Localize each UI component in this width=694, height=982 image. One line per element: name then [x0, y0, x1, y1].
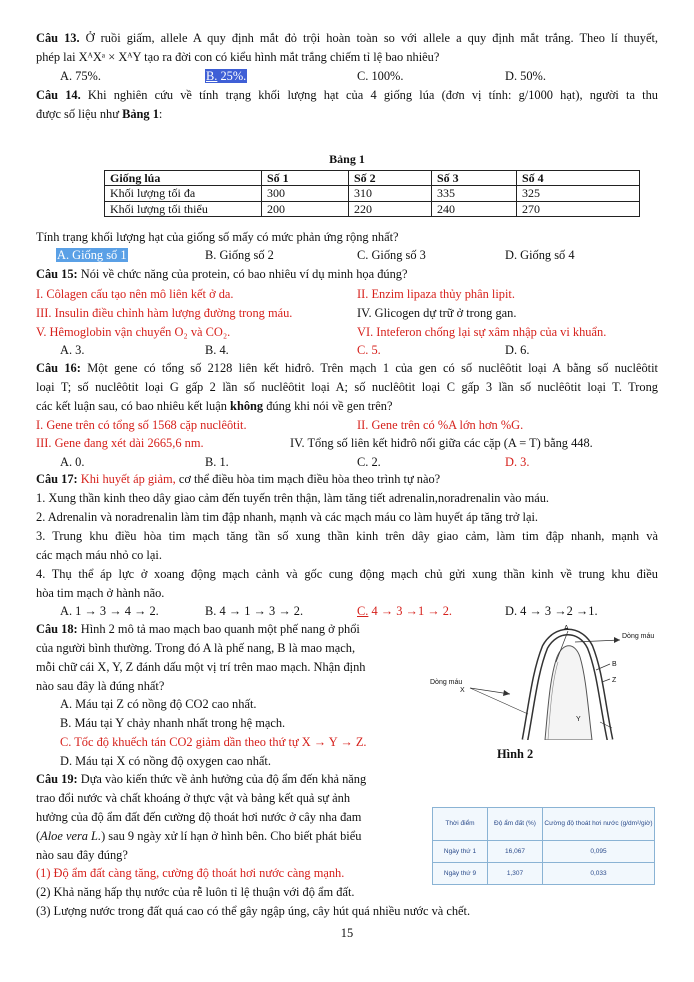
- q14-table-ref: Bảng 1: [122, 107, 159, 121]
- q13-b-text: 25%.: [217, 69, 247, 83]
- q19-statement-1: (1) Độ ẩm đất càng tăng, cường độ thoát hơi nước càng mạnh.: [36, 866, 345, 880]
- q13-label: Câu 13.: [36, 31, 80, 45]
- q18-line3: mỗi chữ cái X, Y, Z đánh dấu một vị trí trên mao mạch. Nhận định: [36, 660, 366, 674]
- q13-option-a[interactable]: A. 75%.: [60, 69, 101, 83]
- q19-table-header-row: [433, 808, 655, 841]
- q14-option-d[interactable]: D. Giống số 4: [505, 248, 575, 262]
- q19-r1-c2: 0,095: [543, 841, 655, 863]
- q18-option-d[interactable]: D. Máu tại X có nồng độ oxygen cao nhất.: [60, 754, 271, 768]
- q19-line2: trao đổi nước và chất khoáng ở thực vật và bảng kết quả sự ảnh: [36, 791, 351, 805]
- fig-label-b: B: [612, 661, 617, 668]
- q19-line4-paren: (: [36, 829, 41, 843]
- q18-line4: nào sau đây là đúng nhất?: [36, 679, 165, 693]
- q15-statement-4: IV. Glicogen dự trữ ở trong gan.: [357, 306, 517, 320]
- q15-option-c[interactable]: C. 5.: [357, 343, 381, 357]
- q18-option-c[interactable]: C. Tốc độ khuếch tán CO2 giảm dần theo thứ tự X → Y → Z.: [60, 735, 367, 749]
- q13-option-b[interactable]: [205, 69, 247, 84]
- q18-line2: của người bình thường. Trong đó A là phế nang, B là mao mạch,: [36, 641, 356, 655]
- q13-text: Ở ruồi giấm, allele A quy định mắt đỏ trội hoàn toàn so với allele a quy định mắt trắng. Theo lí thuyết,: [85, 31, 658, 45]
- q16-statement-2: II. Gene trên có %A lớn hơn %G.: [357, 418, 524, 432]
- q14-table-header-row: [105, 171, 640, 186]
- q18-option-b[interactable]: B. Máu tại Y chảy nhanh nhất trong hệ mạch.: [60, 716, 286, 730]
- q13-line1: [36, 31, 658, 46]
- q14-th-1: Số 1: [262, 171, 349, 186]
- q18-line1-text: Hình 2 mô tả mao mạch bao quanh một phế nang ở phổi: [77, 622, 360, 636]
- q19-line3: hưởng của độ ẩm đất đến cường độ thoát hơi nước ở cây nha đam: [36, 810, 362, 824]
- q15-statement-6: VI. Inteferon chống lại sự xâm nhập của vi khuẩn.: [357, 325, 607, 339]
- q15-option-d[interactable]: D. 6.: [505, 343, 530, 357]
- q14-option-c[interactable]: C. Giống số 3: [357, 248, 426, 262]
- q17-c-text: 4 → 3 →1 → 2.: [368, 604, 453, 618]
- q17-option-c[interactable]: [357, 604, 452, 619]
- q18-line1: [36, 622, 360, 637]
- pointer-x: [470, 688, 528, 714]
- q17-step-1: 1. Xung thần kinh theo dây giao cảm đến tuyến trên thận, làm tăng tiết adrenalin,noradrenalin vào máu.: [36, 491, 550, 505]
- q19-line1: [36, 772, 366, 787]
- q14-th-4: Số 4: [517, 171, 640, 186]
- q16-statement-4: IV. Tổng số liên kết hiđrô nối giữa các cặp (A = T) bằng 448.: [290, 436, 593, 450]
- q15-label: Câu 15:: [36, 267, 78, 281]
- q14-r1-c1: 300: [262, 186, 349, 201]
- q16-line1: [36, 361, 658, 376]
- q15-stem: [36, 267, 658, 282]
- q19-line4-text: ) sau 9 ngày xử lí hạn ở hình bên. Cho biết phát biểu: [101, 829, 362, 843]
- q14-r1-c3: 335: [432, 186, 517, 201]
- q14-r2-c2: 220: [349, 201, 432, 216]
- q19-line5: nào sau đây đúng?: [36, 848, 128, 862]
- q19-th-0: Thời điểm: [433, 808, 488, 841]
- q19-label: Câu 19:: [36, 772, 78, 786]
- table-row: [433, 841, 655, 863]
- q16-line3-pre: các kết luận sau, có bao nhiêu kết luận: [36, 399, 231, 413]
- fig-label-z: Z: [612, 677, 617, 684]
- q15-stem-text: Nói về chức năng của protein, có bao nhiêu ví dụ minh họa đúng?: [77, 267, 408, 281]
- q18-option-a[interactable]: A. Máu tại Z có nồng độ CO2 cao nhất.: [60, 697, 257, 711]
- q15-statement-3: III. Insulin điều chỉnh hàm lượng đường trong máu.: [36, 306, 293, 320]
- q17-stem-red: Khi huyết áp giảm,: [77, 472, 176, 486]
- q16-option-c[interactable]: C. 2.: [357, 455, 381, 469]
- q14-option-b[interactable]: B. Giống số 2: [205, 248, 274, 262]
- q17-option-b[interactable]: B. 4 → 1 → 3 → 2.: [205, 604, 304, 618]
- q16-line3-emphasis: không: [230, 399, 264, 413]
- q14-line2-colon: :: [158, 107, 163, 121]
- q14-text: Khi nghiên cứu về tính trạng khối lượng hạt của 4 giống lúa (đơn vị tính: g/1000 hạt), người ta thu: [87, 88, 658, 102]
- q15-statement-1: I. Côlagen cấu tạo nên mô liên kết ở da.: [36, 287, 234, 301]
- page-number: 15: [340, 926, 354, 940]
- q14-option-a[interactable]: [56, 248, 128, 263]
- q17-label: Câu 17:: [36, 472, 78, 486]
- q16-label: Câu 16:: [36, 361, 81, 375]
- q14-line2-text: được số liệu như: [36, 107, 123, 121]
- q17-option-a[interactable]: A. 1 → 3 → 4 → 2.: [60, 604, 159, 618]
- q14-line2: [36, 107, 658, 122]
- q16-statement-1: I. Gene trên có tổng số 1568 cặp nuclêôtit.: [36, 418, 247, 432]
- q14-label: Câu 14.: [36, 88, 81, 102]
- q14-question: Tính trạng khối lượng hạt của giống số mấy có mức phản ứng rộng nhất?: [36, 230, 399, 244]
- q19-statement-2: (2) Khả năng hấp thụ nước của rễ luôn tỉ lệ thuận với độ ẩm đất.: [36, 885, 355, 899]
- q13-b-letter: B.: [206, 69, 218, 83]
- q14-r2-c3: 240: [432, 201, 517, 216]
- q16-line2: loại T; số nuclêôtit loại G gấp 2 lần số nuclêôtit loại A; số nuclêôtit loại C gấp 3 lần số nuclêôtit loại T. Trong: [36, 380, 658, 394]
- q16-option-a[interactable]: A. 0.: [60, 455, 85, 469]
- table-row: [105, 186, 640, 201]
- fig-label-a: A: [564, 625, 569, 632]
- q19-line4: [36, 829, 361, 844]
- q14-th-0: Giống lúa: [105, 171, 262, 186]
- q14-r1-c4: 325: [517, 186, 640, 201]
- q17-step-4b: hòa tim mạch ở hành não.: [36, 586, 165, 600]
- q15-statement-5: V. Hêmoglobin vận chuyển O₂ và CO₂.: [36, 325, 231, 339]
- q14-line1: [36, 88, 658, 103]
- q13-line2: phép lai XᴬXᵃ × XᴬY tạo ra đời con có kiểu hình mắt trắng chiếm tỉ lệ bao nhiêu?: [36, 50, 440, 64]
- q13-option-b-highlight: [205, 69, 247, 83]
- q19-r1-c0: Ngày thứ 1: [433, 841, 488, 863]
- q14-r1-c0: Khối lượng tối đa: [105, 186, 262, 201]
- q17-stem: [36, 472, 658, 487]
- q19-line1-text: Dựa vào kiến thức về ảnh hưởng của độ ẩm đến khả năng: [77, 772, 367, 786]
- flow-out-arrowhead: [614, 637, 620, 643]
- q19-th-1: Độ ẩm đất (%): [488, 808, 543, 841]
- q17-step-3a: 3. Trung khu điều hòa tim mạch tăng tần số xung thần kinh trên dây giao cảm, làm tim đập nhanh, mạnh và: [36, 529, 658, 543]
- q14-r2-c4: 270: [517, 201, 640, 216]
- q13-option-c[interactable]: C. 100%.: [357, 69, 404, 83]
- q14-th-3: Số 3: [432, 171, 517, 186]
- q19-r1-c1: 16,067: [488, 841, 543, 863]
- q15-option-b[interactable]: B. 4.: [205, 343, 229, 357]
- q17-step-3b: các mạch máu nhỏ co lại.: [36, 548, 162, 562]
- q14-th-2: Số 2: [349, 171, 432, 186]
- q19-r2-c0: Ngày thứ 9: [433, 863, 488, 885]
- q19-th-2: Cường độ thoát hơi nước (g/dm²/giờ): [543, 808, 655, 841]
- q16-statement-3: III. Gene đang xét dài 2665,6 nm.: [36, 436, 204, 450]
- q17-option-d[interactable]: D. 4 → 3 →2 →1.: [505, 604, 598, 618]
- q19-statement-3: (3) Lượng nước trong đất quá cao có thể gây ngập úng, cây hút quá nhiều nước và chết.: [36, 904, 471, 918]
- table-row: [433, 863, 655, 885]
- q16-option-d[interactable]: D. 3.: [505, 455, 530, 469]
- alveolus-capillary-figure: [430, 622, 656, 740]
- q16-option-b[interactable]: B. 1.: [205, 455, 229, 469]
- q15-statement-2: II. Enzim lipaza thủy phân lipit.: [357, 287, 515, 301]
- q13-option-d[interactable]: D. 50%.: [505, 69, 546, 83]
- q16-text: Một gene có tổng số 2128 liên kết hiđrô. Trên mạch 1 của gen có số nuclêôtit loại A bằng số nuclêôtit: [80, 361, 658, 375]
- q14-table-title: Bảng 1: [329, 152, 365, 166]
- q17-c-letter: C.: [357, 604, 369, 618]
- q18-label: Câu 18:: [36, 622, 78, 636]
- q17-stem-rest: cơ thể điều hòa tim mạch điều hòa theo trình tự nào?: [175, 472, 441, 486]
- flow-in-arrowhead: [503, 690, 510, 696]
- fig-flow-in-label: Dòng máu: [430, 679, 463, 686]
- pointer-z: [602, 679, 610, 682]
- q19-table: [432, 807, 655, 885]
- q19-r2-c2: 0,033: [543, 863, 655, 885]
- q16-line3-post: đúng khi nói về gen trên?: [263, 399, 393, 413]
- q19-species: Aloe vera L.: [40, 829, 102, 843]
- fig-flow-out-label: Dòng máu: [622, 633, 655, 640]
- fig-label-y: Y: [576, 716, 581, 723]
- q19-r2-c1: 1,307: [488, 863, 543, 885]
- q15-option-a[interactable]: A. 3.: [60, 343, 85, 357]
- q17-step-4a: 4. Thụ thể áp lực ở xoang động mạch cảnh và gốc cung động mạch chủ gửi xung thần kinh về trung khu điều: [36, 567, 658, 581]
- q14-r1-c2: 310: [349, 186, 432, 201]
- q14-option-a-highlight: A. Giống số 1: [57, 248, 127, 262]
- table-row: [105, 201, 640, 216]
- q14-r2-c0: Khối lượng tối thiểu: [105, 201, 262, 216]
- q14-table: [104, 170, 640, 217]
- fig-label-x: X: [460, 687, 465, 694]
- q17-step-2: 2. Adrenalin và noradrenalin làm tim đập nhanh, mạnh và các mạch máu co làm huyết áp tăng trở lại.: [36, 510, 539, 524]
- q14-r2-c1: 200: [262, 201, 349, 216]
- figure-caption: Hình 2: [497, 747, 534, 761]
- q16-line3: [36, 399, 658, 414]
